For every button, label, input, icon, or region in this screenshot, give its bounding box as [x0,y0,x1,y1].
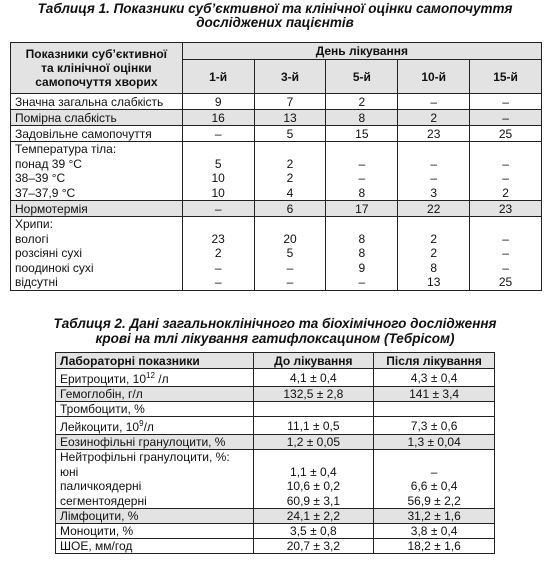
cell: 2 [326,94,398,110]
cell: – [398,94,470,110]
cell: 23 [470,201,542,217]
cell: – – 3 [398,142,470,201]
cell: 9 [182,94,254,110]
cell: 22 [398,201,470,217]
day-header: 15-й [470,60,542,94]
group-label: Нейтрофільні гранулоцити, %: юні паличкоядерні сегментоядерні [56,450,254,509]
cell: 4,1 ± 0,4 [253,369,374,387]
cell: 1,2 ± 0,05 [253,435,374,450]
cell: – – 2 [470,142,542,201]
table-row [11,201,542,217]
group-label: Хрипи: вологі розсіяні сухі поодинокі сухі відсутні [11,217,183,291]
table-row [56,524,495,539]
cell: 132,5 ± 2,8 [253,387,374,402]
cell: 1,3 ± 0,04 [374,435,495,450]
row-label: Гемоглобін, г/л [56,387,254,402]
cell: – [182,201,254,217]
table1-title [0,2,550,30]
column-header: До лікування [253,353,374,369]
day-header: 3-й [254,60,326,94]
table-row-group [56,450,495,509]
cell: 20 5 – – [254,217,326,291]
cell: 13 [254,110,326,126]
cell: – – 8 [326,142,398,201]
cell: – – – 25 [470,217,542,291]
cell: 11,1 ± 0,5 [253,417,374,435]
day-header: 5-й [326,60,398,94]
table-row [56,387,495,402]
cell: 17 [326,201,398,217]
cell [253,402,374,417]
table1-day-header: День лікування [182,43,541,60]
table-row [56,402,495,417]
table1 [10,42,542,291]
cell: 2 2 4 [254,142,326,201]
row-label: Еозинофільні гранулоцити, % [56,435,254,450]
cell: 141 ± 3,4 [374,387,495,402]
cell: 6 [254,201,326,217]
column-header: Після лікування [374,353,495,369]
row-label: Лейкоцити, $10^9/л$ [56,417,254,435]
cell: 8 8 9 – [326,217,398,291]
row-label: Лімфоцити, % [56,509,254,524]
table2-title-line2: крові на тлі лікування гатифлоксацином (Тебрісом) [95,331,455,346]
table1-title-line1: Таблиця 1. Показники суб’єктивної та клінічної оцінки самопочуття [37,1,513,16]
row-label: Еритроцити, $10^{12}$ /л [56,369,254,387]
cell: 7,3 ± 0,6 [374,417,495,435]
cell [374,402,495,417]
table2-title-line1: Таблиця 2. Дані загальноклінічного та біохімічного дослідження [53,316,497,331]
cell: 5 10 10 [182,142,254,201]
cell: 3,5 ± 0,8 [253,524,374,539]
row-label: Тромбоцити, % [56,402,254,417]
row-label: Задовільне самопочуття [11,126,183,142]
row-label: Нормотермія [11,201,183,217]
row-label: Помірна слабкість [11,110,183,126]
cell: 25 [470,126,542,142]
cell: 2 [398,110,470,126]
table-row [56,417,495,435]
cell: 20,7 ± 3,2 [253,539,374,554]
table-row [56,435,495,450]
cell: 31,2 ± 1,6 [374,509,495,524]
day-header: 10-й [398,60,470,94]
cell: 23 [398,126,470,142]
cell: – [182,126,254,142]
table-row [56,369,495,387]
cell: 4,3 ± 0,4 [374,369,495,387]
table-row-group [11,142,542,201]
cell: 7 [254,94,326,110]
group-label: Температура тіла: понад 39 °С 38–39 °С 37–37,9 °С [11,142,183,201]
cell: – 6,6 ± 0,4 56,9 ± 2,2 [374,450,495,509]
row-label: Моноцити, % [56,524,254,539]
cell: 24,1 ± 2,2 [253,509,374,524]
day-header: 1-й [182,60,254,94]
table1-indicator-header: Показники суб’єктивної та клінічної оцінки самопочуття хворих [11,43,183,94]
cell: 5 [254,126,326,142]
cell: 15 [326,126,398,142]
table-row [56,539,495,554]
table-row [11,94,542,110]
cell: 1,1 ± 0,4 10,6 ± 0,2 60,9 ± 3,1 [253,450,374,509]
table1-title-line2: досліджених пацієнтів [196,15,354,30]
table-row [11,126,542,142]
row-label: Значна загальна слабкість [11,94,183,110]
table-row [11,110,542,126]
table2-header-row [56,353,495,369]
cell: – [470,110,542,126]
cell: 2 2 8 13 [398,217,470,291]
table2-title [0,316,550,346]
table2 [55,352,495,554]
table-row-group [11,217,542,291]
cell: 8 [326,110,398,126]
cell: 18,2 ± 1,6 [374,539,495,554]
cell: 23 2 – – [182,217,254,291]
table-row [56,509,495,524]
cell: – [470,94,542,110]
row-label: ШОЕ, мм/год [56,539,254,554]
cell: 16 [182,110,254,126]
cell: 3,8 ± 0,4 [374,524,495,539]
column-header: Лабораторні показники [56,353,254,369]
